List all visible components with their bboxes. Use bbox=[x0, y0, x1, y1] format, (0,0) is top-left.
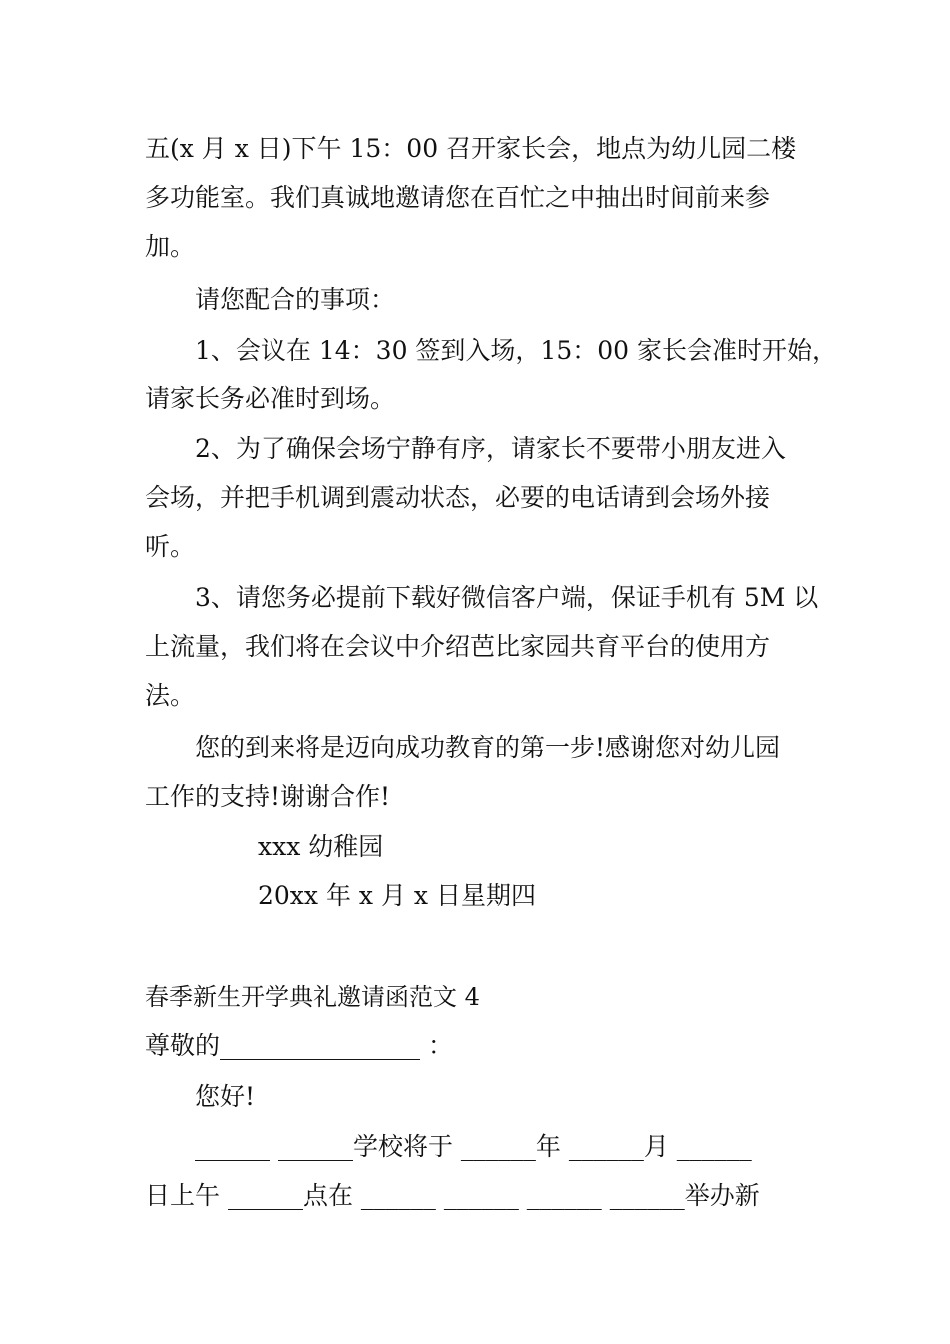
greeting: 您好! bbox=[195, 1082, 256, 1111]
item-3-line: 上流量，我们将在会议中介绍芭比家园共育平台的使用方 bbox=[145, 632, 771, 661]
item-2-line: 会场，并把手机调到震动状态，必要的电话请到会场外接 bbox=[145, 483, 771, 512]
item-3-line: 3、请您务必提前下载好微信客户端，保证手机有 5M 以 bbox=[195, 583, 819, 612]
signature-org: xxx 幼稚园 bbox=[258, 832, 384, 861]
section-title: 春季新生开学典礼邀请函范文 4 bbox=[145, 983, 480, 1011]
paragraph-line: 多功能室。我们真诚地邀请您在百忙之中抽出时间前来参 bbox=[145, 183, 771, 212]
blank-fill-line: ______ ______学校将于 ______年 ______月 ______ bbox=[195, 1132, 752, 1161]
blank-fill-line: 日上午 ______点在 ______ ______ ______ ______举办新 bbox=[145, 1181, 760, 1210]
item-2-line: 听。 bbox=[145, 532, 196, 561]
item-3-line: 法。 bbox=[145, 681, 196, 710]
paragraph-line: 五(x 月 x 日)下午 15：00 召开家长会，地点为幼儿园二楼 bbox=[145, 134, 797, 163]
item-1-line: 请家长务必准时到场。 bbox=[145, 384, 396, 413]
item-1-line: 1、会议在 14：30 签到入场，15：00 家长会准时开始， bbox=[195, 336, 837, 365]
notice-heading: 请您配合的事项： bbox=[195, 285, 396, 314]
signature-date: 20xx 年 x 月 x 日星期四 bbox=[258, 881, 536, 910]
closing-line: 您的到来将是迈向成功教育的第一步!感谢您对幼儿园 bbox=[195, 733, 781, 762]
item-2-line: 2、为了确保会场宁静有序，请家长不要带小朋友进入 bbox=[195, 434, 786, 463]
closing-line: 工作的支持!谢谢合作! bbox=[145, 782, 391, 811]
salutation: 尊敬的________________ ： bbox=[145, 1031, 453, 1060]
paragraph-line: 加。 bbox=[145, 232, 196, 261]
